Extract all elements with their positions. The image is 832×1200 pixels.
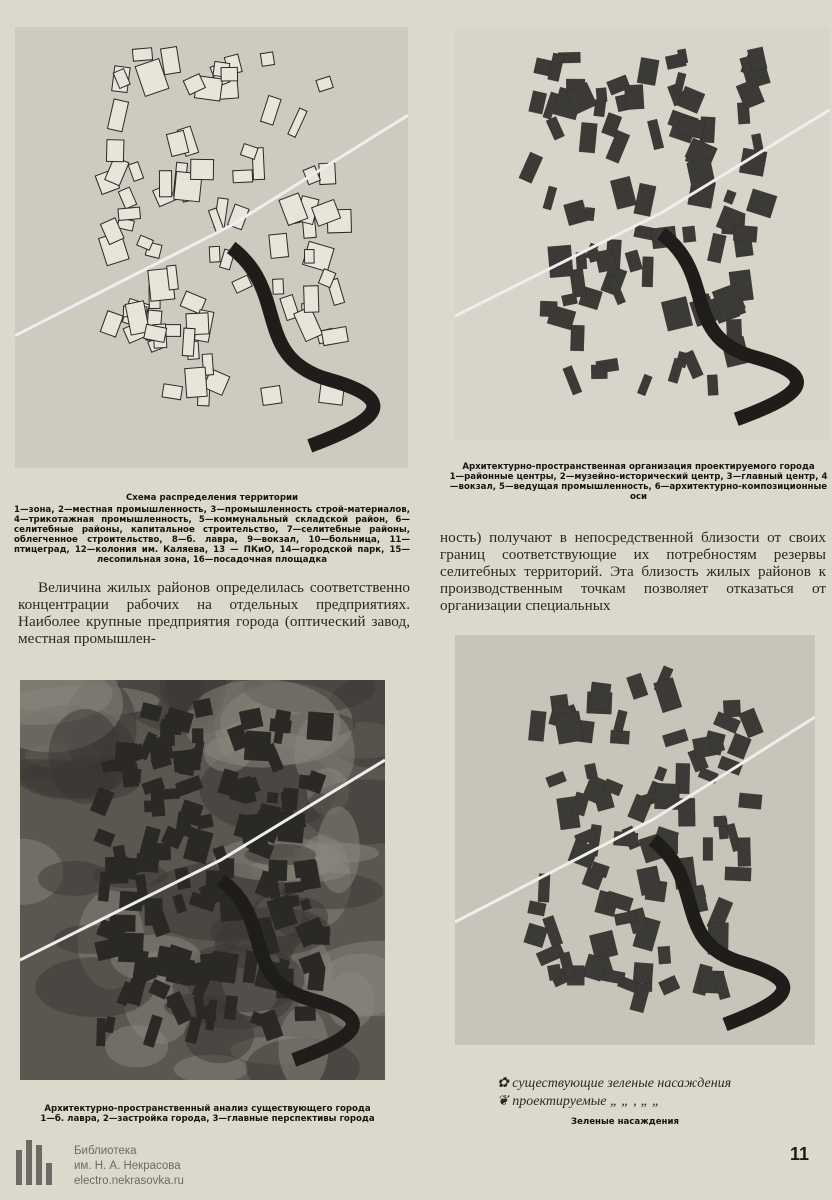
map-mark xyxy=(163,788,179,799)
map-mark xyxy=(232,275,252,293)
map-mark xyxy=(738,793,762,810)
right-column-text xyxy=(440,529,826,614)
map-mark xyxy=(529,91,547,115)
map-mark xyxy=(162,384,183,400)
map-mark xyxy=(182,328,195,356)
map-mark xyxy=(241,814,261,843)
caption-title: Архитектурно-пространственный анализ существующего города xyxy=(44,1104,371,1114)
map-mark xyxy=(191,159,214,179)
map-mark xyxy=(260,52,274,66)
map-mark xyxy=(654,766,667,781)
map-mark xyxy=(241,144,258,160)
legend-projected xyxy=(497,1093,731,1111)
map-mark xyxy=(633,962,653,984)
map-mark xyxy=(106,140,123,162)
map-mark xyxy=(727,733,751,759)
territory-scheme-caption xyxy=(14,493,410,565)
map-mark xyxy=(563,365,582,395)
map-mark xyxy=(546,771,567,787)
map-mark xyxy=(267,792,278,803)
map-mark xyxy=(261,386,282,406)
map-mark xyxy=(548,245,574,278)
map-drawing xyxy=(20,680,385,1080)
projected-city-caption xyxy=(447,462,830,502)
tree-filled-icon: ❦ xyxy=(497,1094,513,1109)
map-mark xyxy=(185,367,208,398)
map-mark xyxy=(653,677,681,712)
map-mark xyxy=(637,57,659,85)
caption-legend: 1—б. лавра, 2—застройка города, 3—главные перспективы города xyxy=(40,1114,375,1124)
map-mark xyxy=(610,730,630,744)
map-mark xyxy=(304,249,314,263)
map-mark xyxy=(658,975,680,995)
map-mark xyxy=(284,881,303,893)
map-mark xyxy=(273,279,284,294)
map-mark xyxy=(662,729,688,747)
map-mark xyxy=(524,923,548,948)
green-spaces-legend xyxy=(497,1075,731,1111)
map-mark xyxy=(737,838,750,867)
page-number: 11 xyxy=(790,1144,810,1164)
paragraph: ность) получают в непосредственной близости от своих границ соответствующие их потребностям резервы селитебных территорий. Эта близость жилых районов к производственным точкам позволяет отказаться от организации специальных xyxy=(440,529,826,614)
map-mark xyxy=(159,171,171,197)
map-mark xyxy=(665,53,686,70)
map-mark xyxy=(547,964,562,981)
map-mark xyxy=(571,792,590,816)
map-mark xyxy=(184,964,205,985)
map-mark xyxy=(626,673,648,700)
library-name: Библиотека xyxy=(74,1145,137,1157)
legend-existing xyxy=(497,1075,731,1093)
legend-label: существующие зеленые насаждения xyxy=(512,1076,732,1091)
map-mark xyxy=(528,901,547,916)
map-mark xyxy=(209,951,238,984)
map-mark xyxy=(122,763,139,787)
map-mark xyxy=(589,682,612,711)
map-mark xyxy=(118,187,136,209)
map-mark xyxy=(714,816,727,827)
left-column-text xyxy=(18,579,410,647)
map-mark xyxy=(113,845,126,859)
map-mark xyxy=(647,119,664,150)
map-drawing xyxy=(455,635,815,1045)
map-mark xyxy=(546,116,565,140)
map-mark xyxy=(161,47,181,75)
library-name-2: им. Н. А. Некрасова xyxy=(74,1160,181,1172)
map-mark xyxy=(100,311,123,337)
map-mark xyxy=(304,286,319,313)
map-mark xyxy=(94,828,115,847)
map-mark xyxy=(308,965,326,991)
tree-icon: ✿ xyxy=(497,1076,513,1091)
map-mark xyxy=(103,941,118,954)
map-drawing xyxy=(15,27,408,468)
map-mark xyxy=(132,48,152,61)
library-url: electro.nekrasovka.ru xyxy=(74,1175,184,1187)
map-mark xyxy=(561,293,577,306)
map-mark xyxy=(563,200,588,226)
map-mark xyxy=(723,190,736,205)
map-drawing xyxy=(455,27,830,440)
map-mark xyxy=(570,325,584,351)
existing-city-caption xyxy=(10,1104,405,1124)
map-mark xyxy=(519,152,543,183)
caption-title: Зеленые насаждения xyxy=(570,1117,679,1127)
map-mark xyxy=(540,301,557,317)
map-mark xyxy=(642,257,653,287)
library-logo xyxy=(16,1140,52,1185)
map-mark xyxy=(221,67,238,81)
map-mark xyxy=(105,857,128,884)
map-mark xyxy=(209,246,220,262)
caption-title: Архитектурно-пространственная организация проектируемого города xyxy=(462,462,815,472)
map-mark xyxy=(316,76,333,92)
map-mark xyxy=(144,800,155,812)
map-mark xyxy=(543,186,557,210)
legend-label: проектируемые „ „ ‚ „ „ xyxy=(512,1094,660,1109)
paragraph: Величина жилых районов определилась соответственно концентрации рабочих на отдельных предприятиях. Наиболее крупные предприятия города (оптический завод, местная промышлен- xyxy=(18,579,410,647)
map-mark xyxy=(118,207,141,220)
library-watermark xyxy=(74,1144,184,1189)
map-mark xyxy=(105,1025,168,1067)
map-mark xyxy=(746,189,777,218)
map-mark xyxy=(739,708,764,738)
map-mark xyxy=(167,997,178,1009)
map-mark xyxy=(634,183,656,216)
map-mark xyxy=(637,374,652,396)
map-mark xyxy=(707,233,726,263)
map-mark xyxy=(295,1006,316,1021)
map-mark xyxy=(579,122,597,153)
map-mark xyxy=(192,728,203,743)
map-mark xyxy=(48,709,121,804)
map-mark xyxy=(294,859,318,878)
map-mark xyxy=(321,327,348,346)
green-spaces-caption xyxy=(540,1117,710,1127)
map-mark xyxy=(128,162,143,182)
map-mark xyxy=(661,296,693,331)
projected-city-map xyxy=(455,27,830,440)
map-mark xyxy=(554,711,584,744)
map-mark xyxy=(307,712,334,741)
existing-city-map xyxy=(20,680,385,1080)
caption-legend: 1—зона, 2—местная промышленность, 3—промышленность строй-материалов, 4—трикотажная промышленность, 5—коммунальный складской район, 6—селитебные районы, капитальное строительство, 7—селитебные районы, облегченное строительство, 8—б. лавра, 9—вокзал, 10—больница, 11—птицеград, 12—колония им. Каляева, 13 — ПКиО, 14—городской парк, 15—лесопильная зона, 16—посадочная площадка xyxy=(14,505,410,565)
map-mark xyxy=(261,96,282,126)
map-mark xyxy=(610,176,636,209)
map-mark xyxy=(584,763,597,779)
map-mark xyxy=(124,940,137,953)
map-mark xyxy=(614,710,628,732)
caption-legend: 1—районные центры, 2—музейно-исторический центр, 3—главный центр, 4—вокзал, 5—ведущая промышленность, 6—архитектурно-композиционные оси xyxy=(449,472,828,502)
map-mark xyxy=(725,867,752,881)
map-mark xyxy=(528,710,546,741)
map-mark xyxy=(658,946,671,964)
map-mark xyxy=(591,365,607,379)
map-mark xyxy=(703,838,713,861)
territory-scheme-map xyxy=(15,27,408,468)
map-mark xyxy=(594,99,606,117)
map-mark xyxy=(637,866,663,896)
map-mark xyxy=(145,898,162,925)
map-mark xyxy=(733,225,757,242)
map-mark xyxy=(269,233,289,258)
green-spaces-map xyxy=(455,635,815,1045)
map-mark xyxy=(233,170,253,183)
map-mark xyxy=(668,358,684,384)
map-mark xyxy=(105,1016,116,1033)
map-mark xyxy=(96,1018,105,1046)
map-mark xyxy=(624,85,644,110)
map-mark xyxy=(625,250,643,273)
map-mark xyxy=(197,844,205,858)
map-mark xyxy=(107,99,128,132)
map-mark xyxy=(231,248,373,446)
map-mark xyxy=(288,108,307,137)
map-mark xyxy=(707,375,718,396)
caption-title: Схема распределения территории xyxy=(125,493,299,503)
map-mark xyxy=(682,226,696,243)
map-mark xyxy=(193,698,213,718)
map-mark xyxy=(309,926,330,944)
